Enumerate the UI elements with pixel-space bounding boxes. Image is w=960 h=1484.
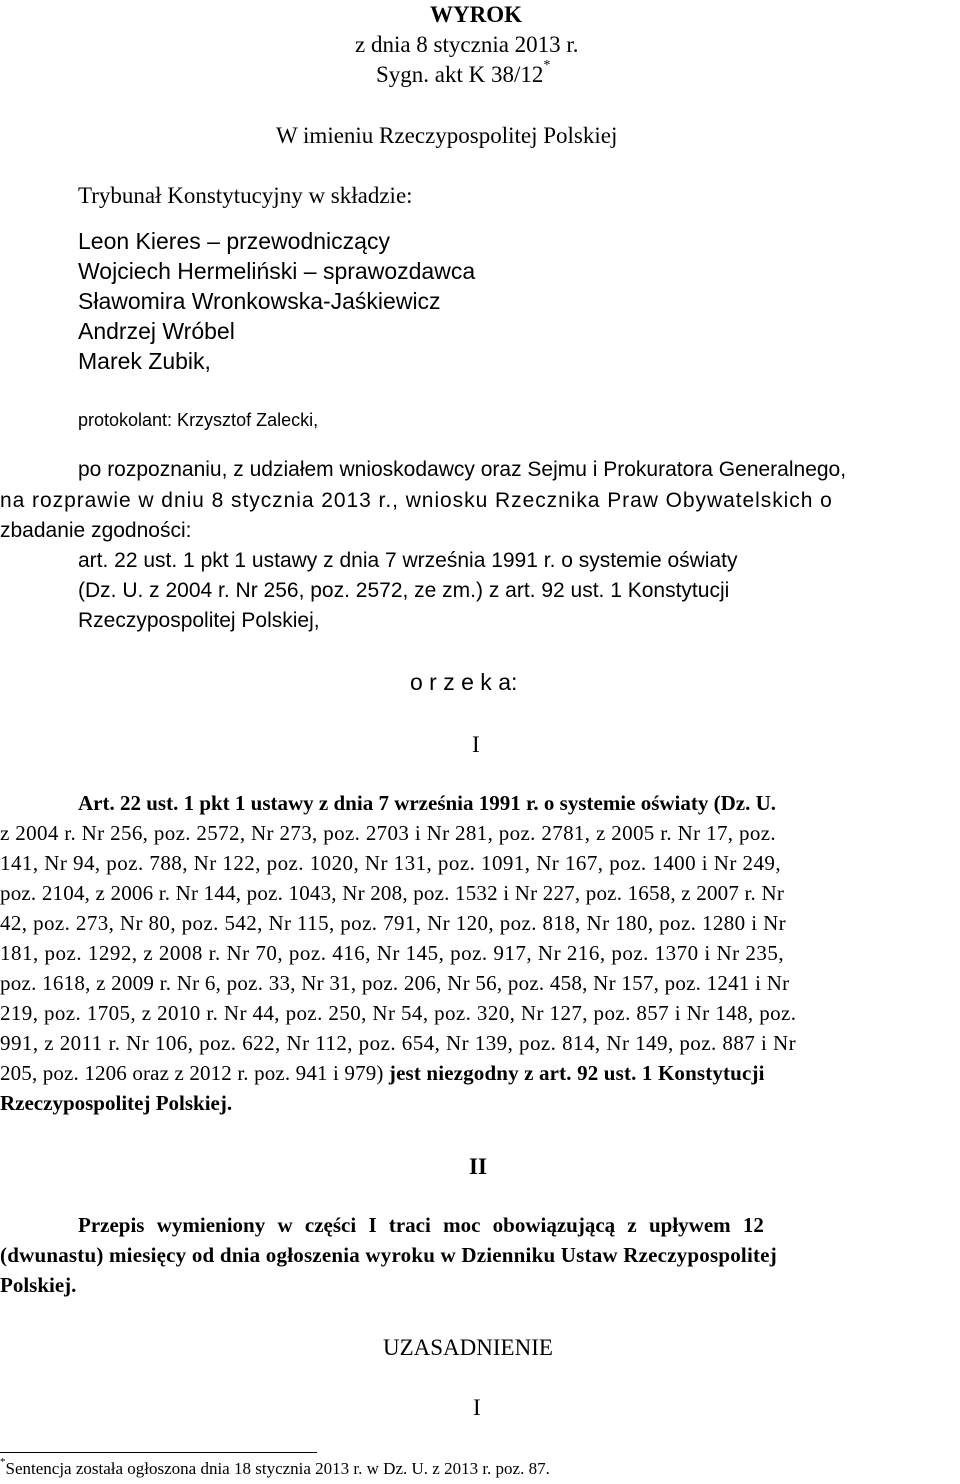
ruling-text-line: poz. 1618, z 2009 r. Nr 6, poz. 33, Nr 31, poz. 206, Nr 56, poz. 458, Nr 157, poz. 1241 i Nr: [0, 971, 790, 995]
ruling-text-line: 181, poz. 1292, z 2008 r. Nr 70, poz. 416, Nr 145, poz. 917, Nr 216, poz. 1370 i Nr 235,: [0, 941, 785, 965]
case-signature: [376, 58, 551, 87]
reasons-part-number: I: [473, 1395, 481, 1420]
member-rapporteur: Wojciech Hermeliński – sprawozdawca: [78, 258, 476, 284]
ruling-bold-text: Art. 22 ust. 1 pkt 1 ustawy z dnia 7 września 1991 r. o systemie oświaty (Dz. U.: [78, 791, 777, 815]
member: Andrzej Wróbel: [78, 318, 235, 344]
ruling-date: z dnia 8 stycznia 2013 r.: [355, 32, 579, 57]
procedure-line: zbadanie zgodności:: [0, 519, 192, 542]
member-chair: Leon Kieres – przewodniczący: [78, 228, 390, 254]
ruling-text-line: 219, poz. 1705, z 2010 r. Nr 44, poz. 250, Nr 54, poz. 320, Nr 127, poz. 857 i Nr 148, poz.: [0, 1001, 797, 1025]
ruling-plain-text: 205, poz. 1206 oraz z 2012 r. poz. 941 i 979): [0, 1061, 384, 1085]
ruling-text-line: 42, poz. 273, Nr 80, poz. 542, Nr 115, poz. 791, Nr 120, poz. 818, Nr 180, poz. 1280 i Nr: [0, 911, 787, 935]
reasons-heading: UZASADNIENIE: [383, 1335, 553, 1360]
reviewed-provision: Rzeczypospolitej Polskiej,: [78, 609, 320, 632]
part-two-text: Przepis wymieniony w części I traci moc obowiązującą z upływem 12: [78, 1213, 764, 1237]
ruling-text-line: poz. 2104, z 2006 r. Nr 144, poz. 1043, Nr 208, poz. 1532 i Nr 227, poz. 1658, z 2007 r. Nr: [0, 881, 785, 905]
ruling-text-line: 141, Nr 94, poz. 788, Nr 122, poz. 1020, Nr 131, poz. 1091, Nr 167, poz. 1400 i Nr 249,: [0, 851, 782, 875]
footnote: [0, 1456, 550, 1478]
footnote-separator: [0, 1452, 317, 1453]
reviewed-provision: (Dz. U. z 2004 r. Nr 256, poz. 2572, ze zm.) z art. 92 ust. 1 Konstytucji: [78, 579, 730, 602]
ruling-verdict: jest niezgodny z art. 92 ust. 1 Konstytucji: [388, 1061, 765, 1085]
ruling-announcement: o r z e k a:: [410, 669, 518, 695]
case-signature-text: Sygn. akt K 38/12: [376, 62, 544, 87]
footnote-mark: *: [0, 1456, 6, 1468]
ruling-text-line: [0, 1063, 765, 1084]
footnote-reference: *: [543, 58, 551, 73]
composition-heading: Trybunał Konstytucyjny w składzie:: [78, 183, 413, 208]
procedure-line: na rozprawie w dniu 8 stycznia 2013 r., wniosku Rzecznika Praw Obywatelskich o: [0, 489, 833, 512]
ruling-text-line: z 2004 r. Nr 256, poz. 2572, Nr 273, poz. 2703 i Nr 281, poz. 2781, z 2005 r. Nr 17, poz.: [0, 821, 776, 845]
footnote-text: Sentencja została ogłoszona dnia 18 stycznia 2013 r. w Dz. U. z 2013 r. poz. 87.: [5, 1459, 550, 1478]
member: Marek Zubik,: [78, 348, 211, 374]
part-two-text: Polskiej.: [0, 1273, 77, 1297]
part-two-text: (dwunastu) miesięcy od dnia ogłoszenia wyroku w Dzienniku Ustaw Rzeczypospolitej: [0, 1243, 777, 1267]
reviewed-provision: art. 22 ust. 1 pkt 1 ustawy z dnia 7 września 1991 r. o systemie oświaty: [78, 549, 738, 572]
part-one-number: I: [472, 732, 480, 757]
part-two-number: II: [469, 1154, 487, 1179]
ruling-verdict-end: Rzeczypospolitej Polskiej.: [0, 1091, 233, 1115]
document-title: WYROK: [430, 2, 522, 27]
ruling-text-line: [78, 793, 776, 814]
ruling-text-line: 991, z 2011 r. Nr 106, poz. 622, Nr 112, poz. 654, Nr 139, poz. 814, Nr 149, poz. 887 i Nr: [0, 1031, 797, 1055]
procedure-text: po rozpoznaniu, z udziałem wnioskodawcy oraz Sejmu i Prokuratora Generalnego,: [78, 458, 847, 481]
invocation: W imieniu Rzeczypospolitej Polskiej: [276, 123, 618, 148]
procedure-line: [78, 458, 958, 482]
clerk: protokolant: Krzysztof Zalecki,: [78, 410, 319, 430]
member: Sławomira Wronkowska-Jaśkiewicz: [78, 288, 441, 314]
